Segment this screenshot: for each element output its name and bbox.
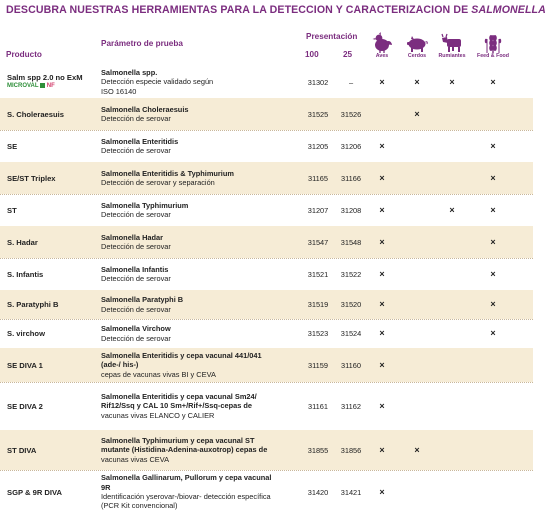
cell-parametro [101, 201, 301, 220]
bird-icon [371, 33, 393, 53]
parametro-line: Salmonella Infantis [101, 264, 169, 274]
parametro-line: Salmonella Hadar [101, 232, 164, 242]
parametro-line: 9R [101, 482, 111, 492]
page-title [6, 4, 546, 16]
mark-cerdos-icon: × [414, 108, 420, 119]
mark-aves-icon: × [379, 236, 385, 247]
mark-feed-food-icon: × [490, 204, 496, 215]
parametro-line: Detección de serovar [101, 242, 171, 251]
parametro-line: Salmonella Typhimurium [101, 200, 189, 210]
table-row [0, 382, 533, 430]
parametro-line: Detección de serovar y separación [101, 178, 215, 187]
cell-parametro [101, 392, 301, 420]
cell-code-25: 31856 [340, 445, 362, 455]
parametro-line: Detección de serovar [101, 210, 171, 219]
cell-parametro [101, 265, 301, 284]
cell-parametro [101, 105, 301, 124]
header-presentacion-100: 100 [305, 50, 319, 59]
header-presentacion: Presentación [306, 32, 358, 41]
cell-producto: Salm spp 2.0 no ExM [7, 73, 83, 82]
cell-code-100: 31523 [307, 329, 329, 338]
table-row [0, 226, 533, 258]
cell-code-25: 31160 [340, 360, 361, 370]
cell-producto: S. virchow [7, 329, 45, 338]
cell-code-100: 31519 [307, 300, 329, 309]
title-italic-text: SALMONELLA [471, 4, 546, 16]
species-label-cerdos: Cerdos [407, 53, 427, 59]
cell-parametro [101, 169, 301, 188]
parametro-line: Salmonella Gallinarum, Pullorum y cepa vacunal [101, 473, 272, 483]
cell-parametro [101, 295, 301, 314]
mark-rumiantes-icon: × [449, 204, 455, 215]
cell-producto: S. Hadar [7, 237, 38, 247]
mark-feed-food-icon: × [490, 172, 496, 183]
title-text: DESCUBRA NUESTRAS HERRAMIENTAS PARA LA DETECCION Y CARACTERIZACION DE [6, 4, 472, 16]
header-parametro: Parámetro de prueba [101, 39, 183, 48]
mark-aves-icon: × [379, 76, 385, 87]
parametro-line: mutante (Histidina-Adenina-auxotrop) cepas de [101, 445, 268, 455]
mark-aves-icon: × [379, 486, 385, 497]
cell-producto: SE/ST Triplex [7, 173, 56, 183]
parametro-line: Salmonella Enteritidis y cepa vacunal Sm24/ [101, 391, 257, 401]
cell-code-100: 31855 [307, 445, 329, 455]
parametro-line: Rif12/Ssq y CAL 10 Sm+/Rif+/Ssq-cepas de [101, 401, 253, 411]
parametro-line: (ade-/ his-) [101, 360, 139, 370]
parametro-line: cepas de vacunas vivas BI y CEVA [101, 369, 216, 379]
parametro-line: Detección especie validado según [101, 77, 214, 87]
mark-aves-icon: × [379, 268, 385, 279]
cell-producto: ST DIVA [7, 445, 37, 455]
cell-producto: SE [7, 141, 18, 151]
cell-parametro [101, 68, 301, 96]
mark-aves-icon: × [379, 204, 385, 215]
mark-feed-food-icon: × [490, 299, 496, 309]
cell-code-100: 31159 [307, 360, 328, 370]
wheat-icon [482, 33, 504, 53]
cell-parametro [101, 473, 301, 511]
parametro-line: Salmonella Enteritidis y cepa vacunal 441/041 [101, 350, 262, 360]
parametro-line: Salmonella Typhimurium y cepa vacunal ST [101, 435, 255, 445]
parametro-line: Identificación yserovar-/biovar- detección específica [101, 492, 271, 501]
mark-feed-food-icon: × [490, 236, 496, 247]
table-row [0, 430, 533, 470]
table-row [0, 194, 533, 226]
species-label-feed-food: Feed & Food [476, 53, 510, 59]
table-row [0, 470, 533, 514]
mark-feed-food-icon: × [490, 328, 496, 338]
parametro-line: Detección de serovar [101, 333, 171, 343]
pig-icon [406, 33, 428, 53]
cell-producto: SE DIVA 1 [7, 360, 43, 370]
table-row [0, 348, 533, 382]
mark-feed-food-icon: × [490, 76, 496, 87]
species-label-rumiantes: Rumiantes [438, 53, 466, 59]
cell-code-25: 31526 [340, 109, 362, 119]
parametro-line: Detección de serovar [101, 146, 171, 155]
cell-producto: S. Infantis [7, 269, 44, 279]
cell-code-25: 31548 [340, 237, 362, 247]
parametro-line: Salmonella Enteritidis [101, 136, 179, 146]
table-row [0, 98, 533, 130]
table-row [0, 130, 533, 162]
cell-code-100: 31547 [307, 237, 329, 247]
cell-code-100: 31205 [307, 141, 329, 151]
cell-producto: S. Paratyphi B [7, 300, 59, 309]
cell-parametro [101, 324, 301, 343]
cell-code-25: 31166 [340, 173, 361, 183]
mark-aves-icon: × [379, 299, 385, 309]
cell-code-25: 31208 [340, 205, 362, 215]
cell-producto: ST [7, 205, 17, 215]
mark-aves-icon: × [379, 328, 385, 338]
header-producto: Producto [6, 50, 42, 59]
cell-producto: S. Choleraesuis [7, 109, 64, 119]
table-row [0, 319, 533, 348]
cell-code-100: 31165 [307, 173, 328, 183]
parametro-line: vacunas vivas CEVA [101, 454, 170, 464]
cell-code-100: 31521 [307, 269, 329, 279]
cell-code-25: 31520 [340, 300, 362, 309]
table-row [0, 162, 533, 194]
cell-parametro [101, 351, 301, 379]
microval-logo: MICROVAL NF [7, 83, 55, 90]
parametro-line: Detección de serovar [101, 274, 171, 283]
table-row [0, 290, 533, 319]
parametro-line: Salmonella Paratyphi B [101, 295, 184, 305]
mark-aves-icon: × [379, 140, 385, 151]
mark-rumiantes-icon: × [449, 76, 455, 87]
cell-code-25: 31522 [340, 269, 362, 279]
parametro-line: Salmonella Enteritidis & Typhimurium [101, 168, 234, 178]
cell-code-100: 31525 [307, 109, 329, 119]
mark-feed-food-icon: × [490, 140, 496, 151]
parametro-line: vacunas vivas ELANCO y CALIER [101, 410, 215, 420]
parametro-line: (PCR Kit convencional) [101, 501, 178, 511]
cell-code-25: 31162 [340, 401, 361, 411]
cell-code-25: 31524 [340, 329, 362, 338]
parametro-line: Salmonella Virchow [101, 324, 171, 334]
cell-parametro [101, 233, 301, 252]
cell-parametro [101, 137, 301, 156]
parametro-line: Detección de serovar [101, 114, 171, 123]
cell-code-25: 31421 [340, 487, 362, 497]
mark-aves-icon: × [379, 444, 385, 455]
cell-code-100: 31207 [307, 205, 329, 215]
cow-icon [441, 33, 463, 53]
mark-aves-icon: × [379, 400, 385, 411]
table-row [0, 66, 533, 98]
mark-cerdos-icon: × [414, 444, 420, 455]
cell-code-25: 31206 [340, 141, 362, 151]
cell-producto: SE DIVA 2 [7, 401, 43, 411]
cell-code-100: 31302 [307, 77, 329, 87]
species-label-aves: Aves [375, 53, 389, 59]
table-row [0, 258, 533, 290]
parametro-line: ISO 16140 [101, 86, 137, 96]
cell-producto: SGP & 9R DIVA [7, 487, 62, 497]
mark-feed-food-icon: × [490, 268, 496, 279]
parametro-line: Salmonella spp. [101, 68, 158, 77]
mark-aves-icon: × [379, 359, 385, 370]
header-presentacion-25: 25 [343, 50, 353, 59]
cell-code-100: 31161 [307, 401, 328, 411]
mark-cerdos-icon: × [414, 76, 420, 87]
cell-code-100: 31420 [307, 487, 329, 497]
parametro-line: Detección de serovar [101, 304, 171, 314]
cell-parametro [101, 436, 301, 464]
mark-aves-icon: × [379, 172, 385, 183]
cell-code-25: – [348, 77, 354, 87]
parametro-line: Salmonella Choleraesuis [101, 104, 189, 114]
